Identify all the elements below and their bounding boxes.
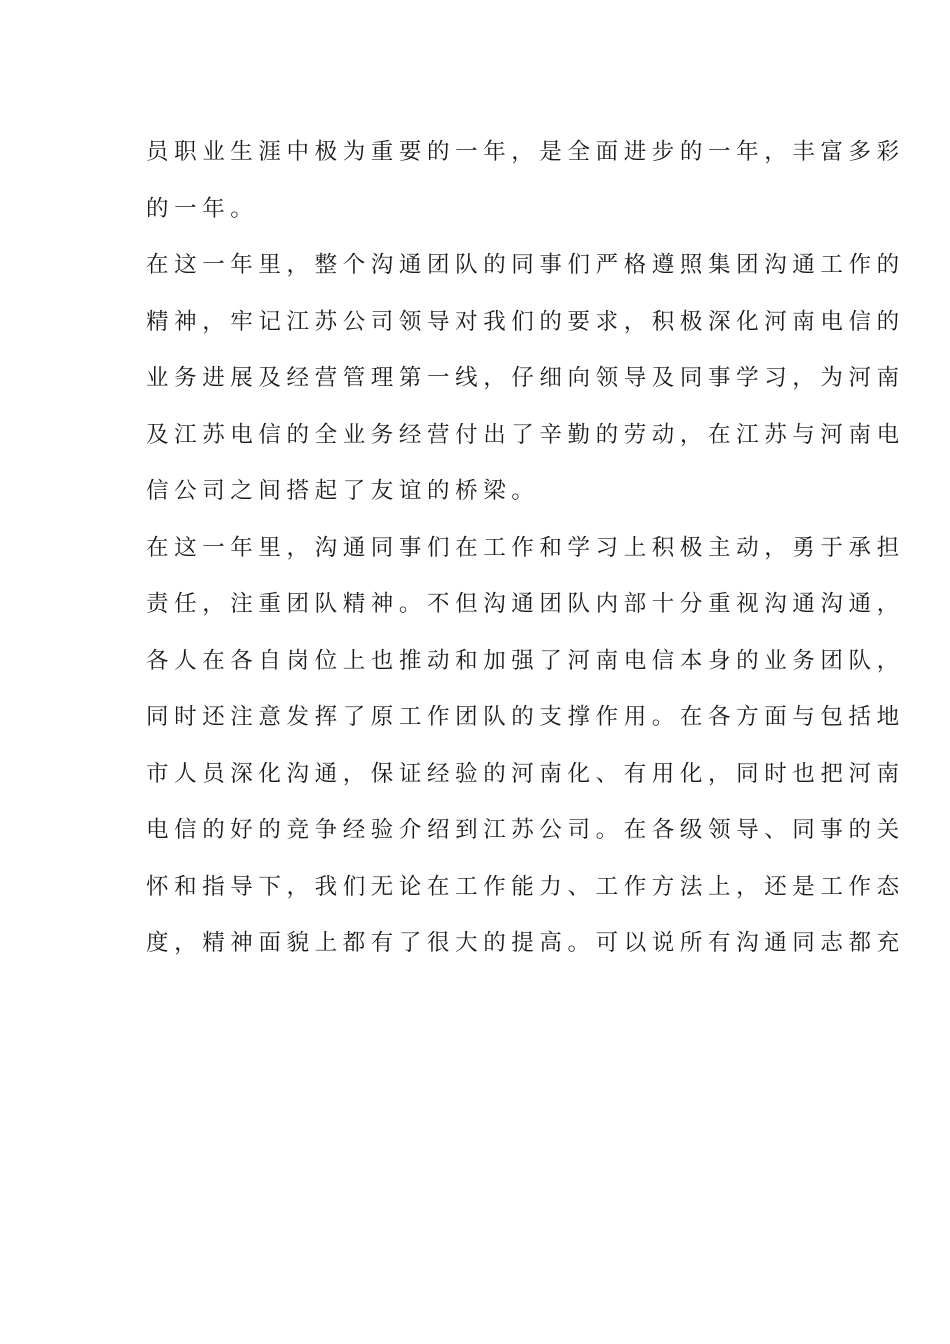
text-line: 怀和指导下，我们无论在工作能力、工作方法上，还是工作态 <box>146 873 905 900</box>
text-line: 信公司之间搭起了友谊的桥梁。 <box>146 478 540 504</box>
text-line: 在这一年里，沟通同事们在工作和学习上积极主动，勇于承担 <box>146 534 905 561</box>
text-line: 业务进展及经营管理第一线，仔细向领导及同事学习，为河南 <box>146 365 905 391</box>
text-line: 市人员深化沟通，保证经验的河南化、有用化，同时也把河南 <box>146 760 905 787</box>
text-line: 度，精神面貌上都有了很大的提高。可以说所有沟通同志都充 <box>146 930 905 956</box>
text-line: 在这一年里，整个沟通团队的同事们严格遵照集团沟通工作的 <box>146 252 905 278</box>
text-line: 员职业生涯中极为重要的一年，是全面进步的一年，丰富多彩 <box>146 139 905 165</box>
text-line: 责任，注重团队精神。不但沟通团队内部十分重视沟通沟通， <box>146 591 905 617</box>
text-line: 同时还注意发挥了原工作团队的支撑作用。在各方面与包括地 <box>146 704 905 730</box>
text-line: 电信的好的竞争经验介绍到江苏公司。在各级领导、同事的关 <box>146 817 905 843</box>
text-line: 的一年。 <box>146 195 259 222</box>
text-line: 精神，牢记江苏公司领导对我们的要求，积极深化河南电信的 <box>146 308 905 335</box>
text-line: 及江苏电信的全业务经营付出了辛勤的劳动，在江苏与河南电 <box>146 421 905 448</box>
text-line: 各人在各自岗位上也推动和加强了河南电信本身的业务团队， <box>146 647 905 674</box>
body-text <box>146 124 905 972</box>
